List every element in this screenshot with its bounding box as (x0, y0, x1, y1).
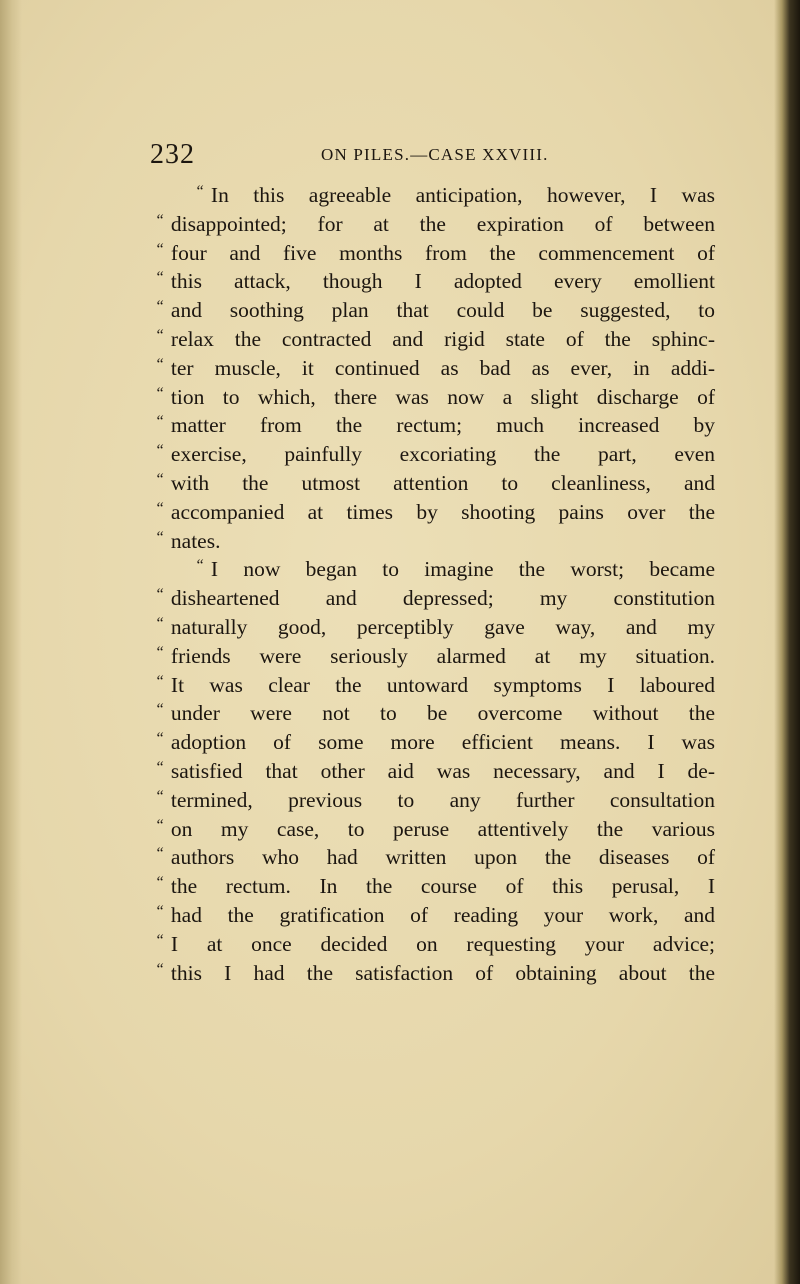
page-number: 232 (150, 139, 195, 170)
text-line (155, 642, 715, 671)
quote-mark: “ (155, 528, 163, 546)
line-text: nates. (170, 528, 221, 553)
text-line (155, 815, 715, 844)
text-line (155, 239, 715, 268)
page-edge-shadow (774, 0, 800, 1284)
quote-mark: “ (155, 586, 163, 604)
quote-mark: “ (155, 672, 163, 690)
quote-mark: “ (155, 643, 163, 661)
line-text: four and five months from the commencement of (170, 240, 715, 265)
quote-mark: “ (155, 701, 163, 719)
text-line (155, 584, 715, 613)
line-text: It was clear the untoward symptoms I laboured (170, 672, 715, 697)
text-line (155, 325, 715, 354)
quote-mark: “ (155, 269, 163, 287)
line-text: the rectum. In the course of this perusal, I (170, 874, 715, 899)
quote-mark: “ (155, 874, 163, 892)
quote-mark: “ (155, 298, 163, 316)
quote-mark: “ (195, 557, 203, 575)
text-line (155, 411, 715, 440)
quote-mark: “ (155, 384, 163, 402)
text-line (155, 843, 715, 872)
quote-mark: “ (155, 730, 163, 748)
text-line (155, 728, 715, 757)
line-text: and soothing plan that could be suggested, to (170, 298, 715, 323)
text-line (155, 527, 715, 556)
line-text: tion to which, there was now a slight discharge of (170, 384, 715, 409)
quote-mark: “ (155, 470, 163, 488)
text-line (155, 555, 715, 584)
text-line (155, 469, 715, 498)
quote-mark: “ (155, 413, 163, 431)
line-text: friends were seriously alarmed at my situation. (170, 643, 715, 668)
text-line (155, 210, 715, 239)
line-text: termined, previous to any further consultation (170, 787, 715, 812)
line-text: adoption of some more efficient means. I was (170, 730, 715, 755)
line-text: authors who had written upon the diseases of (170, 845, 715, 870)
text-line (155, 786, 715, 815)
text-line (155, 872, 715, 901)
page-header (150, 137, 750, 173)
line-text: satisfied that other aid was necessary, and I de- (170, 758, 715, 783)
quote-mark: “ (155, 931, 163, 949)
page-gutter-shadow (0, 0, 22, 1284)
quote-mark: “ (155, 442, 163, 460)
quote-mark: “ (155, 816, 163, 834)
text-line (155, 930, 715, 959)
quote-mark: “ (155, 614, 163, 632)
text-line (155, 699, 715, 728)
text-line (155, 901, 715, 930)
line-text: under were not to be overcome without the (170, 701, 715, 726)
text-line (155, 383, 715, 412)
line-text: disheartened and depressed; my constitution (170, 586, 715, 611)
quote-mark: “ (155, 499, 163, 517)
text-line (155, 440, 715, 469)
quote-mark: “ (155, 960, 163, 978)
line-text: I at once decided on requesting your advice; (170, 931, 715, 956)
line-text: accompanied at times by shooting pains over the (170, 499, 715, 524)
quote-mark: “ (155, 902, 163, 920)
line-text: In this agreeable anticipation, however, I was (210, 183, 715, 207)
text-line (155, 181, 715, 210)
text-line (155, 498, 715, 527)
line-text: with the utmost attention to cleanliness, and (170, 470, 715, 495)
line-text: matter from the rectum; much increased by (170, 413, 715, 438)
text-line (155, 267, 715, 296)
quote-mark: “ (155, 326, 163, 344)
text-line (155, 296, 715, 325)
quote-mark: “ (155, 845, 163, 863)
text-line (155, 757, 715, 786)
line-text: on my case, to peruse attentively the various (170, 816, 715, 841)
line-text: exercise, painfully excoriating the part, even (170, 442, 715, 467)
line-text: ter muscle, it continued as bad as ever, in addi- (170, 355, 715, 380)
line-text: had the gratification of reading your work, and (170, 902, 715, 927)
line-text: disappointed; for at the expiration of between (170, 211, 715, 236)
text-line (155, 959, 715, 988)
line-text: relax the contracted and rigid state of the sphinc- (170, 326, 715, 351)
quote-mark: “ (155, 211, 163, 229)
text-line (155, 354, 715, 383)
line-text: this I had the satisfaction of obtaining about the (170, 960, 715, 985)
quote-mark: “ (155, 240, 163, 258)
quote-mark: “ (155, 758, 163, 776)
line-text: I now began to imagine the worst; became (210, 557, 715, 582)
quote-mark: “ (155, 355, 163, 373)
text-line (155, 671, 715, 700)
line-text: this attack, though I adopted every emollient (170, 269, 715, 294)
text-line (155, 613, 715, 642)
body-text (155, 181, 715, 987)
quote-mark: “ (155, 787, 163, 805)
quote-mark: “ (195, 183, 203, 200)
running-head: ON PILES.—CASE XXVIII. (321, 145, 549, 164)
line-text: naturally good, perceptibly gave way, and my (170, 614, 715, 639)
